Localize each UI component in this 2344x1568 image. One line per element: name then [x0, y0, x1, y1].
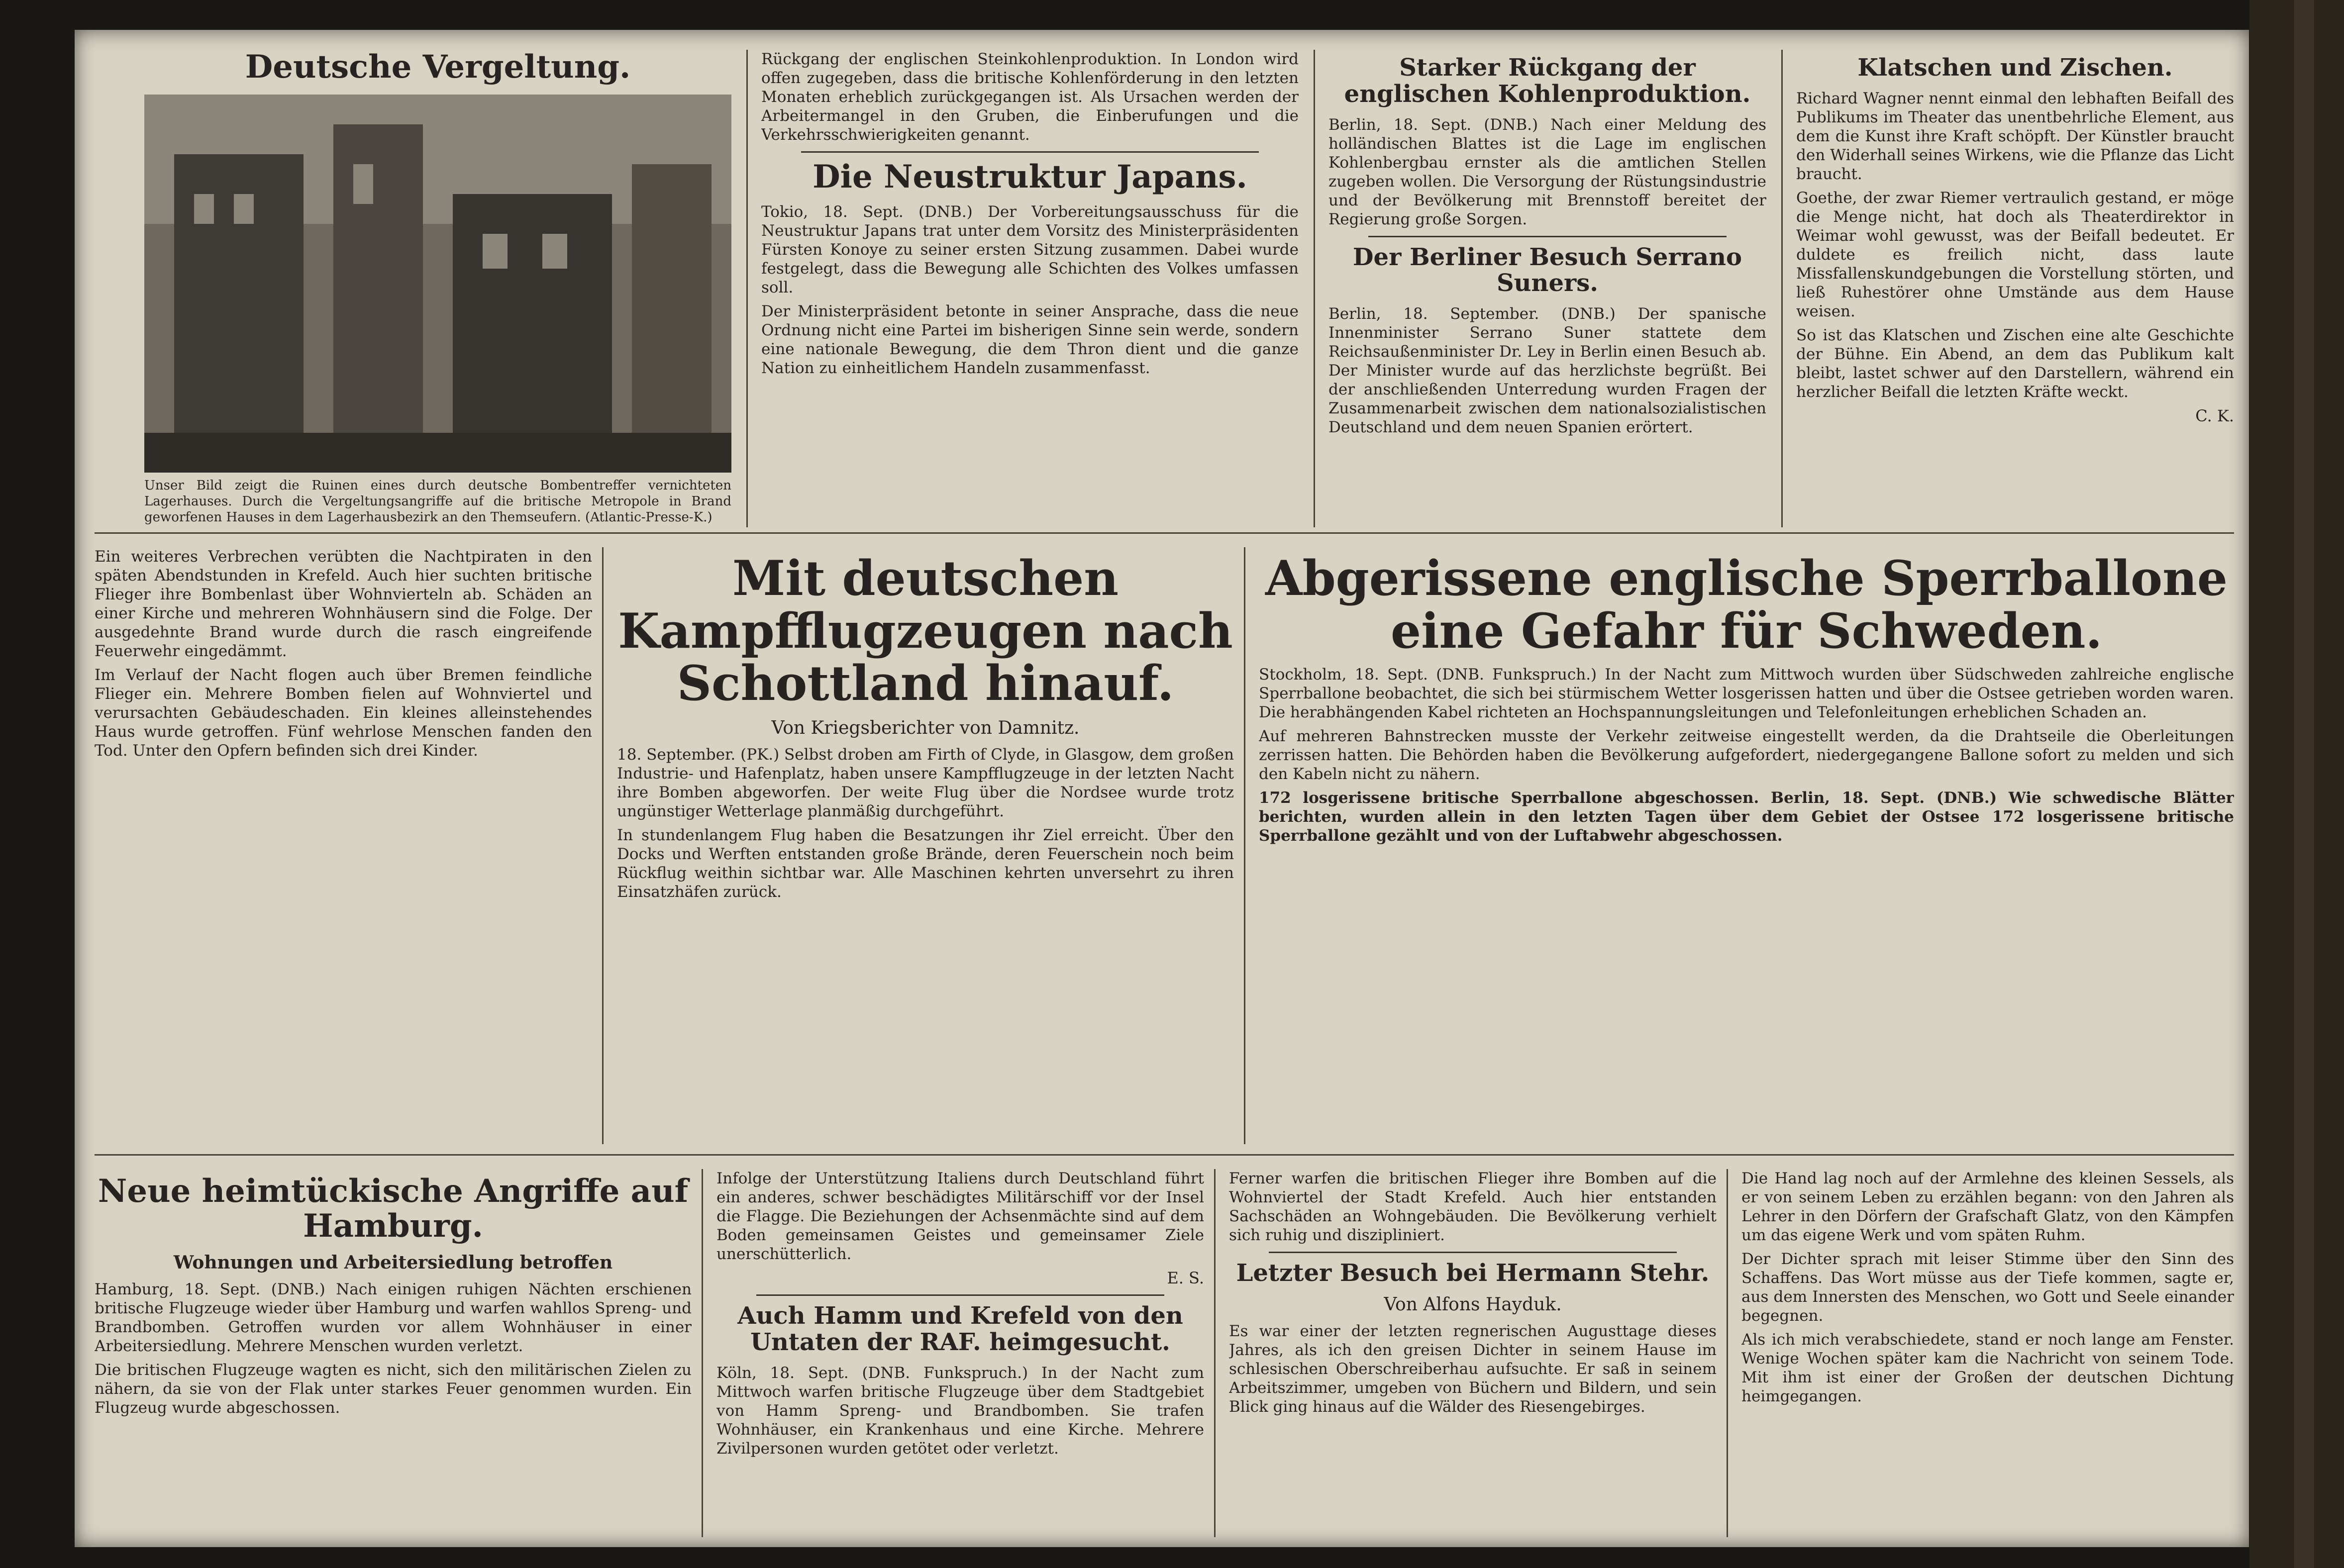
neuordnung-p1: Tokio, 18. Sept. (DNB.) Der Vorbereitungsausschuss für die Neustruktur Japans trat unter dem Vorsitz des Ministerpräsidenten Fürsten Konoye zu seiner ersten Sitzung zusammen. Dabei wurde festgelegt, dass die Bewegung alle Schichten des Volkes umfassen soll.: [761, 203, 1299, 297]
hamm-p1: Köln, 18. Sept. (DNB. Funkspruch.) In der Nacht zum Mittwoch warfen britische Flugzeuge über dem Stadtgebiet von Hamm Spreng- und Brandbomben. Sie trafen Wohnhäuser, ein Krankenhaus und eine Kirche. Mehrere Zivilpersonen wurden getötet oder verletzt.: [716, 1364, 1204, 1458]
hamburg-signature: E. S.: [1167, 1269, 1204, 1287]
vergeltung-caption: Unser Bild zeigt die Ruinen eines durch deutsche Bombentreffer vernichteten Lagerhauses. Durch die Vergeltungsangriffe auf die britische Metropole in Brand geworfenen Hauses in dem Lagerhausbezirk an den Themseufern. (Atlantic-Presse-K.): [144, 478, 731, 525]
hamm-p2: Ferner warfen die britischen Flieger ihre Bomben auf die Wohnviertel der Stadt Krefeld. Auch hier entstanden Sachschäden an Wohngebäuden. Die Bevölkerung verhielt sich ruhig und diszipliniert.: [1229, 1170, 1717, 1244]
stehr-continued: [1741, 1169, 2234, 1537]
kampfflugzeuge-p4: In stundenlangem Flug haben die Besatzungen ihr Ziel erreicht. Über den Docks und Werften entstanden große Brände, deren Feuerschein noch beim Rückflug weithin sichtbar war. Alle Maschinen kehrten unversehrt zu ihren Einsatzhäfen zurück.: [617, 826, 1234, 901]
klatschen-title: Klatschen und Zischen.: [1857, 54, 2173, 82]
rueckgang-article: [761, 50, 1299, 527]
vergeltung-article: [144, 50, 731, 90]
sperrballone-article: [1259, 547, 2234, 1144]
ruins-photo-graphic: [144, 95, 731, 473]
stehr-p4: Als ich mich verabschiedete, stand er noch lange am Fenster. Wenige Wochen später kam die Nachricht von seinem Tode. Mit ihm ist einer der Großen der deutschen Dichtung heimgegangen.: [1741, 1331, 2234, 1405]
stehr-p3: Der Dichter sprach mit leiser Stimme über den Sinn des Schaffens. Das Wort müsse aus der Tiefe kommen, sagte er, aus dem Innersten des Menschen, wo Gott und Seele einander begegnen.: [1741, 1250, 2234, 1325]
stehr-p1: Es war einer der letzten regnerischen Augusttage dieses Jahres, als ich den greisen Dichter in seinem Hause im schlesischen Oberschreiberhau aufsuchte. Er saß in seinem Arbeitszimmer, umgeben von Büchern und Bildern, und sein Blick ging hinaus auf die Wälder des Riesengebirges.: [1229, 1322, 1717, 1416]
hamburg-article: [95, 1169, 692, 1537]
col-divider-r1-c: [1781, 50, 1783, 527]
kampfflugzeuge-p3: 18. September. (PK.) Selbst droben am Firth of Clyde, in Glasgow, dem großen Industrie- und Hafenplatz, haben unsere Kampfflugzeuge in der letzten Nacht ihre Bomben abgeworfen. Der weite Flug über die Nordsee wurde trotz ungünstiger Wetterlage planmäßig durchgeführt.: [617, 745, 1234, 820]
col-divider-r3-c: [1727, 1169, 1728, 1537]
binder-edge: [2249, 0, 2344, 1568]
neuordnung-p2: Der Ministerpräsident betonte in seiner Ansprache, dass die neue Ordnung nicht eine Partei im bisherigen Sinne sein werde, sondern eine nationale Bewegung, die dem Thron dient und die ganze Nation zu einheitlichem Handeln zusammenfasst.: [761, 302, 1299, 378]
kampfflugzeuge-intro: [95, 547, 592, 1144]
hamburg-p3: Infolge der Unterstützung Italiens durch Deutschland führt ein anderes, schwer beschädigtes Militärschiff vor der Insel die Flagge. Die Beziehungen der Achsenmächte sind auf dem Boden gemeinsamen Geistes und gemeinsamer Ziele unerschütterlich.: [716, 1170, 1204, 1263]
col-divider-r3-b: [1214, 1169, 1216, 1537]
hamburg-p1: Hamburg, 18. Sept. (DNB.) Nach einigen ruhigen Nächten erschienen britische Flugzeuge wieder über Hamburg und warfen wahllos Spreng- und Brandbomben. Getroffen wurden vor allem Wohnhäuser in einer Arbeitersiedlung. Mehrere Menschen wurden verletzt.: [95, 1280, 692, 1355]
col-divider-r1-b: [1314, 50, 1315, 527]
kampfflugzeuge-p2: Im Verlauf der Nacht flogen auch über Bremen feindliche Flieger ein. Mehrere Bomben fielen auf Wohnviertel und verursachten Gebäudeschaden. Ein kleines alleinstehendes Haus wurde getroffen. Fünf wehrlose Menschen fanden den Tod. Unter den Opfern befinden sich drei Kinder.: [95, 666, 592, 760]
suner-article: [1328, 50, 1766, 527]
stehr-p2: Die Hand lag noch auf der Armlehne des kleinen Sessels, als er von seinem Leben zu erzählen begann: von den Jahren als Lehrer in den Dörfern der Grafschaft Glatz, von den Kämpfen um das eigene Werk und vom späten Ruhm.: [1741, 1170, 2234, 1244]
kampfflugzeuge-title: Mit deutschen Kampfflugzeugen nach Schottland hinauf.: [618, 550, 1233, 712]
stehr-title: Letzter Besuch bei Hermann Stehr.: [1236, 1259, 1710, 1287]
neuordnung-title: Die Neustruktur Japans.: [813, 158, 1247, 196]
row-divider-2: [95, 1154, 2234, 1156]
ruins-photo: [144, 95, 731, 473]
stehr-byline: Von Alfons Hayduk.: [1384, 1294, 1562, 1315]
hamburg-title: Neue heimtückische Angriffe auf Hamburg.: [98, 1173, 689, 1245]
klatschen-p2: Goethe, der zwar Riemer vertraulich gestand, er möge die Menge nicht, hat doch als Theaterdirektor in Weimar wohl gewusst, was der Beifall bedeutet. Er duldete es freilich nicht, dass laute Missfallenskundgebungen die Vorstellung störten, und ließ Ruhestörer ohne Umstände aus dem Hause weisen.: [1796, 189, 2234, 320]
klatschen-signature: C. K.: [2195, 406, 2234, 425]
binder-strip: [2294, 0, 2314, 1568]
sperrballone-p3: 172 losgerissene britische Sperrballone abgeschossen. Berlin, 18. Sept. (DNB.) Wie schwedische Blätter berichten, wurden allein in den letzten Tagen über dem Gebiet der Ostsee 172 losgerissene britische Sperrballone gezählt und von der Luftabwehr abgeschossen.: [1259, 789, 2234, 845]
klatschen-p3: So ist das Klatschen und Zischen eine alte Geschichte der Bühne. Ein Abend, an dem das Publikum kalt bleibt, lastet schwer auf den Darstellern, während ein herzlicher Beifall die letzten Kräfte weckt.: [1796, 326, 2234, 401]
col-divider-r2-b: [1244, 547, 1245, 1144]
col-divider-r3-a: [702, 1169, 703, 1537]
vergeltung-caption-box: [144, 478, 731, 527]
suner-p1: Berlin, 18. September. (DNB.) Der spanische Innenminister Serrano Suner stattete dem Reichsaußenminister Dr. Ley in Berlin einen Besuch ab. Der Minister wurde auf das herzlichste begrüßt. Bei der anschließenden Unterredung wurden Fragen der Zusammenarbeit zwischen dem nationalsozialistischen Deutschland und dem neuen Spanien erörtert.: [1328, 305, 1766, 437]
kampfflugzeuge-article: [617, 547, 1234, 1144]
col-divider-r2-a: [602, 547, 604, 1144]
vergeltung-title: Deutsche Vergeltung.: [245, 50, 631, 86]
rueckgang-rule: [801, 151, 1259, 153]
rueckgang-p2: Berlin, 18. Sept. (DNB.) Nach einer Meldung des holländischen Blattes ist die Lage im englischen Kohlenbergbau ernster als die amtlichen Stellen zugeben wollen. Die Versorgung der Rüstungsindustrie und der Bevölkerung mit Brennstoff bereitet der Regierung große Sorgen.: [1328, 115, 1766, 228]
sperrballone-title: Abgerissene englische Sperrballone eine Gefahr für Schweden.: [1265, 550, 2228, 659]
klatschen-article: [1796, 50, 2234, 527]
stehr-rule: [1269, 1252, 1677, 1253]
rueckgang-title: Starker Rückgang der englischen Kohlenproduktion.: [1344, 54, 1751, 108]
suner-rule: [1368, 236, 1727, 237]
hamm-rule: [756, 1294, 1164, 1296]
row-divider-1: [95, 532, 2234, 534]
hamburg-continued: [716, 1169, 1204, 1537]
sperrballone-p2: Auf mehreren Bahnstrecken musste der Verkehr zeitweise eingestellt werden, da die Drahtseile die Oberleitungen zerrissen hatten. Die Behörden haben die Bevölkerung aufgefordert, niedergegangene Ballone sofort zu melden und sich den Kabeln nicht zu nähern.: [1259, 727, 2234, 784]
sperrballone-p1: Stockholm, 18. Sept. (DNB. Funkspruch.) In der Nacht zum Mittwoch wurden über Südschweden zahlreiche englische Sperrballone beobachtet, die sich bei stürmischem Wetter losgerissen hatten und über die Ostsee getrieben worden waren. Die herabhängenden Kabel richteten an Hochspannungsleitungen und Telefonleitungen erheblichen Schaden an.: [1259, 666, 2234, 722]
hamm-continued: [1229, 1169, 1717, 1537]
rueckgang-p1: Rückgang der englischen Steinkohlenproduktion. In London wird offen zugegeben, dass die britische Kohlenförderung in den letzten Monaten erheblich zurückgegangen ist. Als Ursachen werden der Arbeitermangel in den Gruben, die Einberufungen und die Verkehrsschwierigkeiten genannt.: [761, 50, 1299, 144]
hamburg-subtitle: Wohnungen und Arbeitersiedlung betroffen: [173, 1252, 613, 1273]
hamburg-p2: Die britischen Flugzeuge wagten es nicht, sich den militärischen Zielen zu nähern, da sie von der Flak unter starkes Feuer genommen wurden. Ein Flugzeug wurde abgeschossen.: [95, 1361, 692, 1417]
suner-title: Der Berliner Besuch Serrano Suners.: [1352, 243, 1742, 297]
kampfflugzeuge-byline: Von Kriegsberichter von Damnitz.: [771, 717, 1080, 738]
kampfflugzeuge-p1: Ein weiteres Verbrechen verübten die Nachtpiraten in den späten Abendstunden in Krefeld. Auch hier suchten britische Flieger ihre Bombenlast über Wohnvierteln ab. Schäden an einer Kirche und mehreren Wohnhäusern sind die Folge. Der ausgedehnte Brand wurde durch die rasch eingreifende Feuerwehr eingedämmt.: [95, 548, 592, 660]
newspaper-page: [75, 30, 2249, 1547]
col-divider-r1-a: [746, 50, 748, 527]
klatschen-p1: Richard Wagner nennt einmal den lebhaften Beifall des Publikums im Theater das unentbehrliche Element, aus dem die Kunst ihre Kraft schöpft. Der Künstler braucht den Widerhall seines Wirkens, wie die Pflanze das Licht braucht.: [1796, 89, 2234, 183]
hamm-title: Auch Hamm und Krefeld von den Untaten der RAF. heimgesucht.: [737, 1302, 1183, 1356]
